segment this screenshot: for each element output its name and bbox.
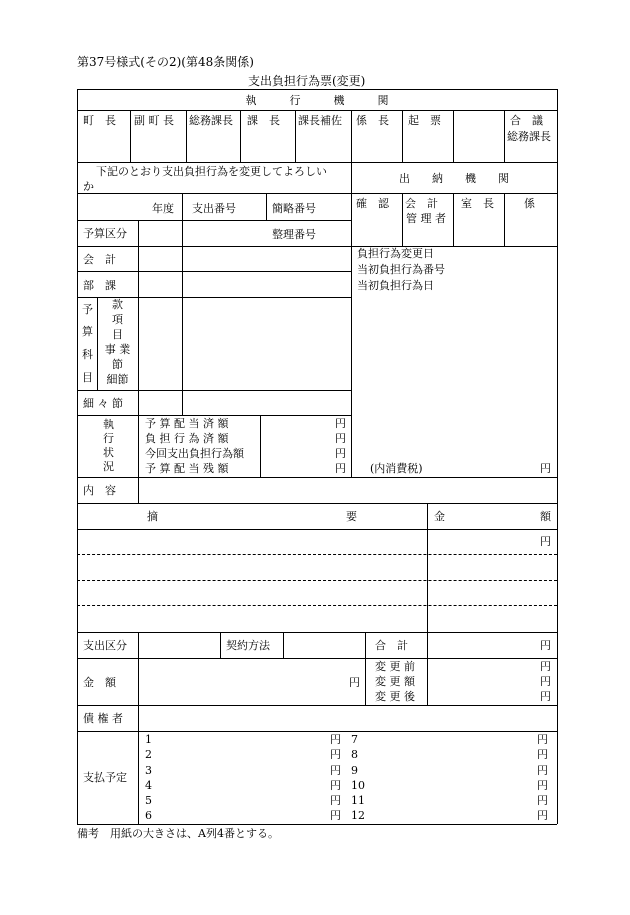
yen-unit: 円 (537, 764, 548, 777)
form-id: 第37号様式(その2)(第48条関係) (77, 55, 254, 69)
shishutsu-kubun-label: 支出区分 (83, 639, 127, 652)
col-kacho: 課 長 (247, 114, 280, 127)
henkou-gaku: 変 更 額 (375, 675, 415, 688)
col-kakaricho: 係 長 (356, 114, 389, 127)
form-title: 支出負担行為票(変更) (248, 74, 366, 88)
henkou-mae: 変 更 前 (375, 660, 415, 673)
yen-unit: 円 (330, 733, 341, 746)
kamoku-kou: 項 (112, 313, 123, 326)
treasury-kaikei: 会 計 (405, 197, 438, 210)
col-kihyo: 起 票 (408, 114, 441, 127)
yen-unit: 円 (540, 690, 551, 703)
change-date-label: 負担行為変更日 (357, 247, 434, 260)
original-date-label: 当初負担行為日 (357, 279, 434, 292)
shikkou-v2: 行 (103, 432, 114, 445)
goukei-label: 合 計 (375, 639, 408, 652)
bu-ka-label: 部 課 (83, 279, 116, 292)
col-soumu-kacho: 総務課長 (189, 114, 233, 127)
kamoku-v2: 算 (82, 325, 93, 338)
yen-unit: 円 (335, 432, 346, 445)
yen-unit: 円 (330, 764, 341, 777)
schedule-no: 8 (351, 748, 358, 761)
yen-unit: 円 (540, 660, 551, 673)
col-kacho-hosa: 課長補佐 (298, 114, 342, 127)
col-gougi-soumu: 総務課長 (507, 130, 551, 143)
yen-unit: 円 (537, 748, 548, 761)
kamoku-kan: 款 (112, 298, 123, 311)
yosan-kubun-label: 予算区分 (83, 227, 127, 240)
schedule-no: 12 (351, 809, 365, 822)
saisai-setsu-label: 細 々 節 (83, 397, 123, 410)
col-fukuchocho: 副 町 長 (134, 114, 174, 127)
keiyaku-houhou-label: 契約方法 (226, 639, 270, 652)
yen-unit: 円 (330, 809, 341, 822)
tax-note: (内消費税) (370, 462, 423, 475)
request-line1: 下記のとおり支出負担行為を変更してよろしい (96, 165, 327, 178)
saikensha-label: 債 権 者 (83, 712, 123, 725)
col-gougi: 合 議 (510, 114, 543, 127)
yen-unit: 円 (330, 779, 341, 792)
treasury-heading: 出 納 機 関 (399, 172, 509, 185)
treasury-shitsucho: 室 長 (461, 197, 494, 210)
schedule-no: 10 (351, 779, 365, 792)
schedule-no: 3 (145, 764, 152, 777)
kingaku-label: 金 額 (83, 676, 116, 689)
yen-unit: 円 (537, 779, 548, 792)
status-konkai: 今回支出負担行為額 (145, 447, 244, 460)
yen-unit: 円 (540, 639, 551, 652)
yen-unit: 円 (335, 417, 346, 430)
request-line2: か (83, 180, 94, 193)
schedule-no: 2 (145, 748, 152, 761)
shikkou-v4: 況 (103, 460, 114, 473)
kin-label: 金 (434, 510, 445, 523)
shikkou-v1: 執 (103, 418, 114, 431)
kaikei-label: 会 計 (83, 253, 116, 266)
treasury-kanrisha: 管 理 者 (406, 212, 446, 225)
kamoku-moku: 目 (112, 328, 123, 341)
yen-unit: 円 (349, 676, 360, 689)
yen-unit: 円 (335, 462, 346, 475)
yen-unit: 円 (537, 733, 548, 746)
kamoku-v4: 目 (82, 371, 93, 384)
status-haitou-zumi: 予 算 配 当 済 額 (145, 417, 229, 430)
shishutsu-no-label: 支出番号 (192, 202, 236, 215)
yen-unit: 円 (540, 462, 551, 475)
treasury-kakari: 係 (524, 197, 535, 210)
schedule-no: 9 (351, 764, 358, 777)
henkou-go: 変 更 後 (375, 690, 415, 703)
original-no-label: 当初負担行為番号 (357, 263, 445, 276)
seiri-no-label: 整理番号 (272, 228, 316, 241)
footnote: 備考 用紙の大きさは、A列4番とする。 (77, 827, 279, 840)
yen-unit: 円 (335, 447, 346, 460)
schedule-no: 5 (145, 794, 152, 807)
schedule-no: 6 (145, 809, 152, 822)
status-zan: 予 算 配 当 残 額 (145, 462, 229, 475)
yen-unit: 円 (540, 535, 551, 548)
shikkou-v3: 状 (103, 446, 114, 459)
yen-unit: 円 (540, 675, 551, 688)
naiyou-label: 内 容 (83, 484, 116, 497)
status-futan-zumi: 負 担 行 為 済 額 (145, 432, 229, 445)
yen-unit: 円 (537, 794, 548, 807)
gaku-label: 額 (540, 510, 551, 523)
kamoku-v3: 科 (82, 348, 93, 361)
kamoku-jigyo: 事 業 (104, 343, 131, 356)
yen-unit: 円 (330, 748, 341, 761)
kamoku-saisetsu: 細節 (106, 373, 129, 386)
schedule-no: 4 (145, 779, 152, 792)
col-chocho: 町 長 (83, 114, 116, 127)
schedule-no: 1 (145, 733, 152, 746)
treasury-kakunin: 確 認 (356, 197, 389, 210)
exec-org-heading: 執 行 機 関 (245, 94, 389, 107)
yen-unit: 円 (330, 794, 341, 807)
shiharai-yotei-label: 支払予定 (83, 771, 127, 784)
you-label: 要 (346, 510, 357, 523)
tekiyou-label: 摘 (147, 510, 158, 523)
kamoku-setsu: 節 (112, 358, 123, 371)
yen-unit: 円 (537, 809, 548, 822)
ryaku-no-label: 簡略番号 (272, 202, 316, 215)
kamoku-v1: 予 (82, 303, 93, 316)
schedule-no: 11 (351, 794, 365, 807)
schedule-no: 7 (351, 733, 358, 746)
nendo-label: 年度 (152, 202, 174, 215)
